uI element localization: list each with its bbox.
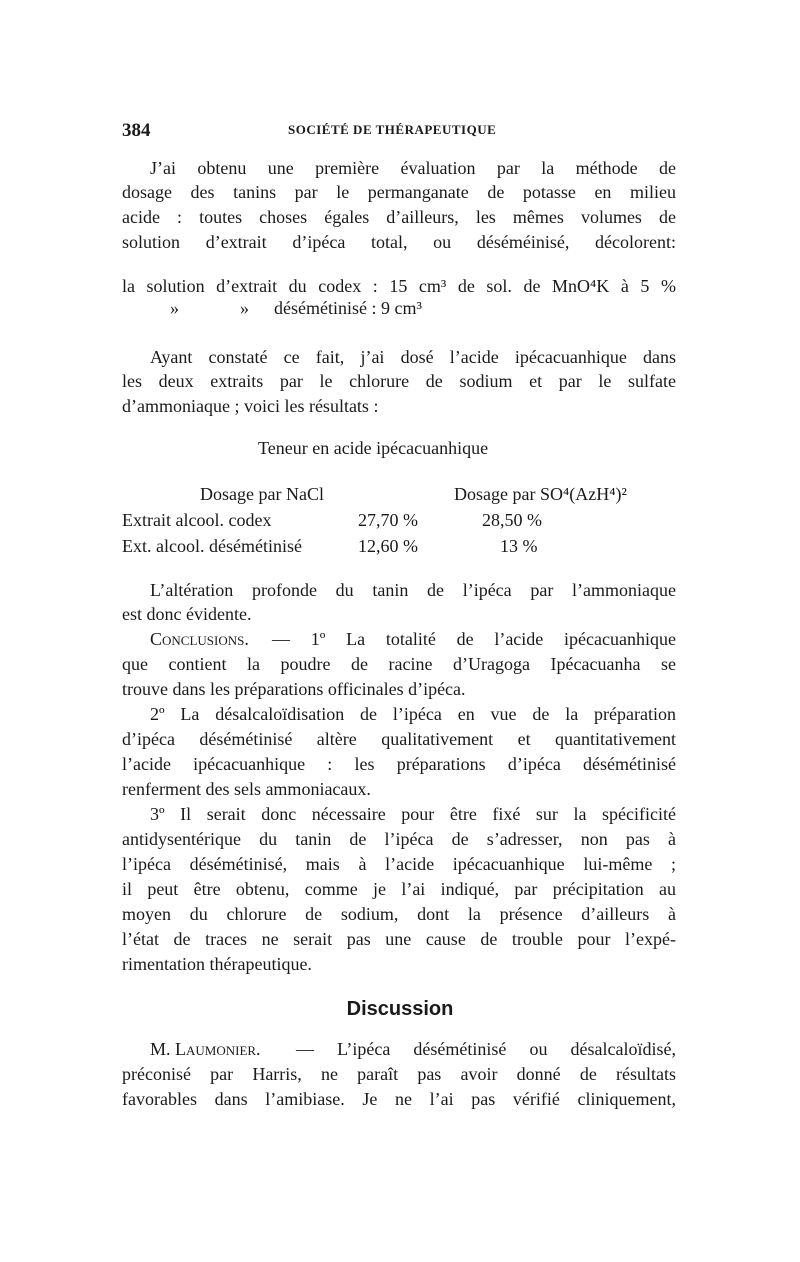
text-line: renferment des sels ammoniacaux. xyxy=(122,779,371,799)
text-line: est donc évidente. xyxy=(122,604,252,624)
text-line: l’ipéca désémétinisé, mais à l’acide ipécacuanhique lui-même ; xyxy=(122,854,676,874)
text-line: l’acide ipécacuanhique : les préparations d’ipéca désémétinisé xyxy=(122,754,676,774)
text-line: solution d’extrait d’ipéca total, ou déséméinisé, décolorent: xyxy=(122,232,676,252)
formula-line: la solution d’extrait du codex : 15 cm³ de sol. de MnO⁴K à 5 % xyxy=(122,276,676,296)
text-line: trouve dans les préparations officinales d’ipéca. xyxy=(122,679,466,699)
cell-so4: 28,50 % xyxy=(482,510,542,530)
text-line: 3º Il serait donc nécessaire pour être fixé sur la spécificité xyxy=(150,804,676,824)
page-number: 384 xyxy=(122,120,151,141)
row-label: Extrait alcool. codex xyxy=(122,510,272,530)
row-label: Ext. alcool. désémétinisé xyxy=(122,536,302,556)
cell-so4: 13 % xyxy=(500,536,538,556)
text-line: dosage des tanins par le permanganate de potasse en milieu xyxy=(122,182,676,202)
text-line: que contient la poudre de racine d’Uragoga Ipécacuanha se xyxy=(122,654,676,674)
column-header-so4: Dosage par SO⁴(AzH⁴)² xyxy=(454,484,627,504)
cell-nacl: 27,70 % xyxy=(358,510,418,530)
column-header-nacl: Dosage par NaCl xyxy=(200,484,324,504)
text-line: moyen du chlorure de sodium, dont la présence d’ailleurs à xyxy=(122,904,676,924)
text-line: l’état de traces ne serait pas une cause de trouble pour l’expé- xyxy=(122,929,676,949)
text-line: J’ai obtenu une première évaluation par la méthode de xyxy=(150,158,676,178)
text-line: d’ammoniaque ; voici les résultats : xyxy=(122,396,379,416)
text-line: favorables dans l’amibiase. Je ne l’ai pas vérifié cliniquement, xyxy=(122,1089,676,1109)
text-line: les deux extraits par le chlorure de sodium et par le sulfate xyxy=(122,371,676,391)
conclusions-label-text: Conclusions. xyxy=(150,629,249,649)
speaker-name xyxy=(150,1037,261,1061)
discussion-heading: Discussion xyxy=(346,998,454,1020)
text-line: — L’ipéca désémétinisé ou désalcaloïdisé, xyxy=(296,1039,676,1059)
text-line: d’ipéca désémétinisé altère qualitativement et quantitativement xyxy=(122,729,676,749)
text-line: antidysentérique du tanin de l’ipéca de s’adresser, non pas à xyxy=(122,829,676,849)
text-line: rimentation thérapeutique. xyxy=(122,954,312,974)
cell-nacl: 12,60 % xyxy=(358,536,418,556)
conclusions-label xyxy=(150,627,249,651)
text-line: préconisé par Harris, ne paraît pas avoir donné de résultats xyxy=(122,1064,676,1084)
table-title: Teneur en acide ipécacuanhique xyxy=(258,438,489,458)
text-line: acide : toutes choses égales d’ailleurs, les mêmes volumes de xyxy=(122,207,676,227)
text-line: L’altération profonde du tanin de l’ipéca par l’ammoniaque xyxy=(150,580,676,600)
ditto-mark: » xyxy=(240,298,249,318)
formula-value: désémétinisé : 9 cm³ xyxy=(274,298,422,318)
running-title: SOCIÉTÉ DE THÉRAPEUTIQUE xyxy=(288,122,497,137)
speaker-name-text: M. Laumonier. xyxy=(150,1039,261,1059)
text-line: Ayant constaté ce fait, j’ai dosé l’acide ipécacuanhique dans xyxy=(150,347,676,367)
ditto-mark: » xyxy=(170,298,179,318)
text-line: 2º La désalcaloïdisation de l’ipéca en vue de la préparation xyxy=(150,704,676,724)
text-line: — 1º La totalité de l’acide ipécacuanhique xyxy=(272,629,676,649)
text-line: il peut être obtenu, comme je l’ai indiqué, par précipitation au xyxy=(122,879,676,899)
